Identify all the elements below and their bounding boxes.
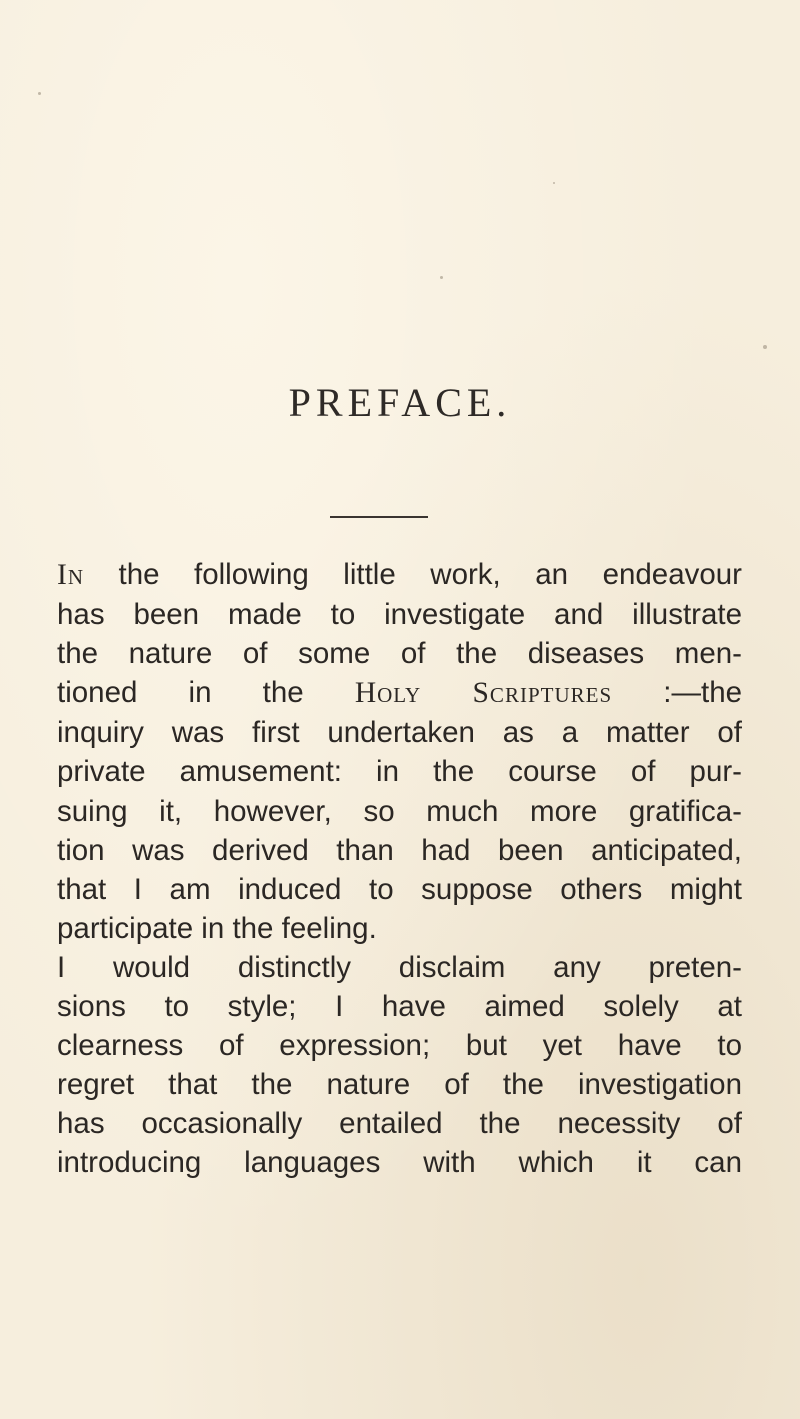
- dropcap-word: In: [57, 559, 84, 591]
- text-line: has occasionally entailed the necessity of: [57, 1107, 742, 1141]
- text-line: introducing languages with which it can: [57, 1146, 742, 1180]
- paper-speck: [38, 92, 41, 95]
- preface-body: [57, 555, 742, 1183]
- text-line: In the following little work, an endeavour: [57, 558, 742, 591]
- paragraph-2: [57, 948, 742, 1183]
- title-divider: [330, 516, 428, 518]
- paragraph-1: [57, 555, 742, 948]
- text-line: has been made to investigate and illustrate: [57, 598, 742, 632]
- text-line: participate in the feeling.: [57, 911, 377, 945]
- text-line: suing it, however, so much more gratifica-: [57, 794, 742, 828]
- text-line: I would distinctly disclaim any preten-: [57, 950, 742, 984]
- paper-speck: [763, 345, 767, 349]
- text-line: tioned in the Holy Scriptures :—the: [57, 676, 743, 710]
- text-line: regret that the nature of the investigation: [57, 1068, 742, 1102]
- paper-speck: [553, 182, 555, 184]
- text-line: private amusement: in the course of pur-: [57, 755, 742, 789]
- text-line: that I am induced to suppose others might: [57, 872, 742, 906]
- text-line: clearness of expression; but yet have to: [57, 1029, 742, 1063]
- text-line: sions to style; I have aimed solely at: [57, 990, 742, 1024]
- text-line: tion was derived than had been anticipated,: [57, 833, 742, 867]
- paper-speck: [440, 276, 443, 279]
- holy-scriptures-smallcaps: Holy Scriptures: [354, 677, 613, 710]
- page-title: PREFACE.: [288, 380, 512, 425]
- text-line: the nature of some of the diseases men-: [57, 637, 742, 671]
- text-line: inquiry was first undertaken as a matter of: [57, 716, 742, 750]
